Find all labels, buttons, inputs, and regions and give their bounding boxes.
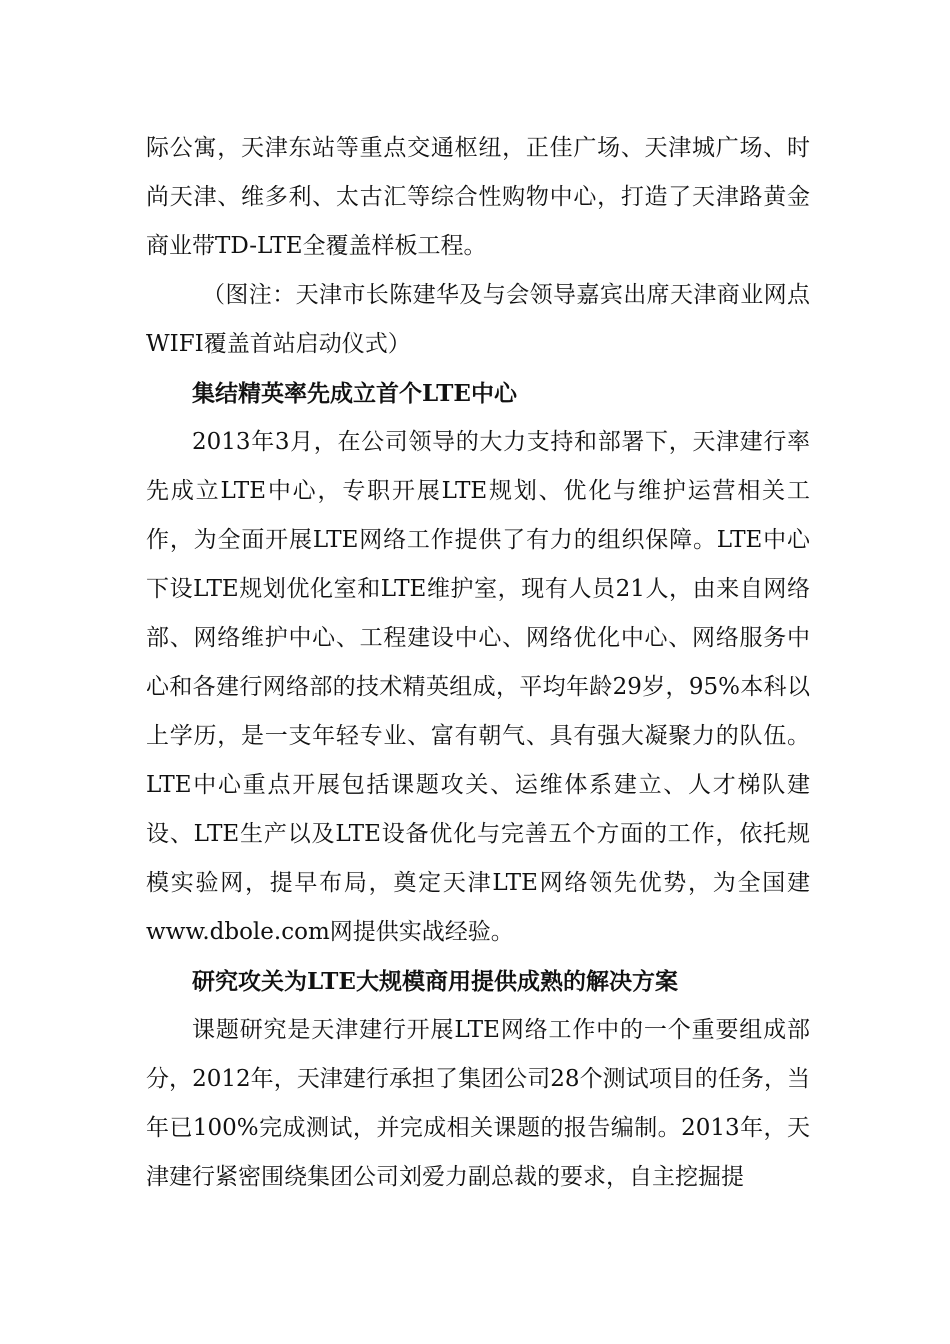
- body-paragraph: 际公寓，天津东站等重点交通枢纽，正佳广场、天津城广场、时尚天津、维多利、太古汇等综合性购物中心，打造了天津路黄金商业带TD-LTE全覆盖样板工程。: [146, 135, 810, 259]
- body-paragraph: 2013年3月，在公司领导的大力支持和部署下，天津建行率先成立LTE中心，专职开展LTE规划、优化与维护运营相关工作，为全面开展LTE网络工作提供了有力的组织保障。LTE中心下设LTE规划优化室和LTE维护室，现有人员21人，由来自网络部、网络维护中心、工程建设中心、网络优化中心、网络服务中心和各建行网络部的技术精英组成，平均年龄29岁，95%本科以上学历，是一支年轻专业、富有朝气、具有强大凝聚力的队伍。LTE中心重点开展包括课题攻关、运维体系建立、人才梯队建设、LTE生产以及LTE设备优化与完善五个方面的工作，依托规模实验网，提早布局，奠定天津LTE网络领先优势，为全国建www.dbole.com网提供实战经验。: [146, 429, 810, 945]
- section-heading: 研究攻关为LTE大规模商用提供成熟的解决方案: [192, 968, 678, 995]
- image-caption: （图注：天津市长陈建华及与会领导嘉宾出席天津商业网点WIFI覆盖首站启动仪式）: [146, 282, 810, 357]
- section-heading: 集结精英率先成立首个LTE中心: [192, 380, 517, 407]
- document-body: [146, 124, 810, 1202]
- body-paragraph: 课题研究是天津建行开展LTE网络工作中的一个重要组成部分，2012年，天津建行承担了集团公司28个测试项目的任务，当年已100%完成测试，并完成相关课题的报告编制。2013年，天津建行紧密围绕集团公司刘爱力副总裁的要求，自主挖掘提: [146, 1017, 810, 1190]
